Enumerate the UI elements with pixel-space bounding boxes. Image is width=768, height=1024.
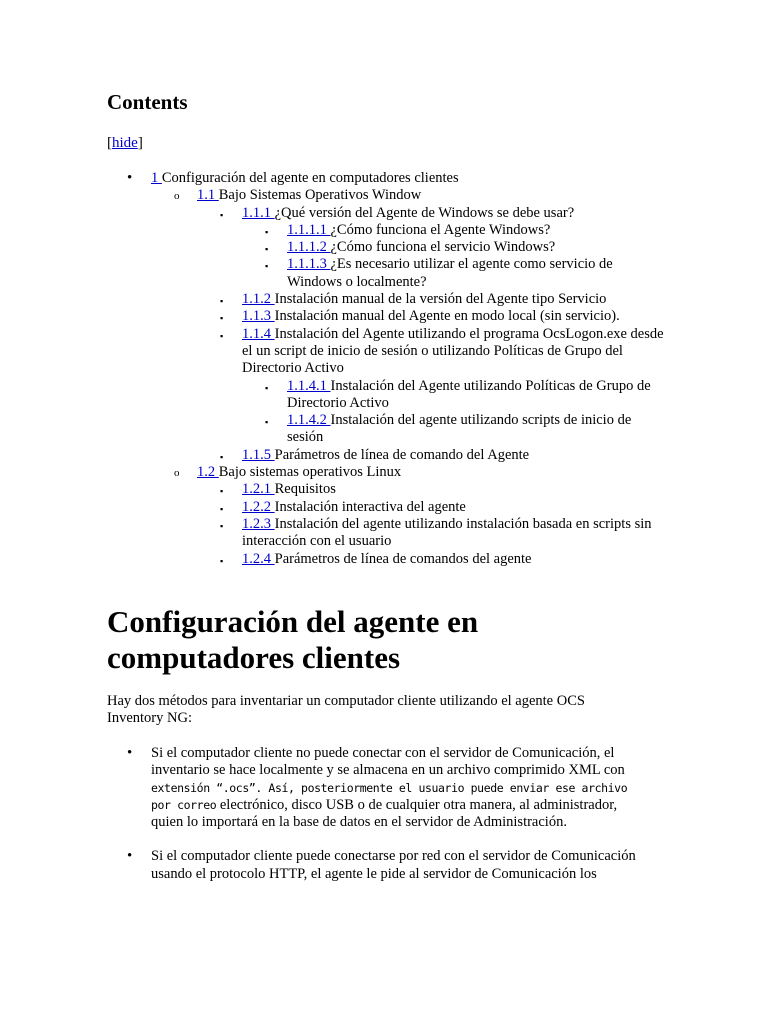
toc-link[interactable]: 1.1.4.1 [287, 377, 331, 394]
toc-text: Requisitos [274, 481, 336, 498]
toc-text: Instalación del Agente utilizando Políticas de Grupo de Directorio Activo [287, 377, 651, 411]
toc-link[interactable]: 1.1 [197, 187, 219, 204]
toc-link[interactable]: 1.1.4 [242, 325, 275, 342]
toc-text: Configuración del agente en computadores clientes [161, 170, 459, 186]
toc-text: Instalación del Agente utilizando el programa OcsLogon.exe desde el un script de inicio de sesión o utilizando Políticas de Grupo del Directorio Activo [242, 325, 664, 377]
toc-item [107, 464, 667, 481]
toc-item [107, 205, 667, 222]
bullet-icon: ▪ [220, 313, 224, 324]
toc-item [107, 412, 667, 447]
item2-text: Si el computador cliente puede conectarse por red con el servidor de Comunicación usando el protocolo HTTP, el agente le pide al servidor de Comunicación los [151, 848, 636, 882]
list-item [107, 745, 652, 831]
toc-link[interactable]: 1.1.4.2 [287, 412, 331, 429]
hide-close-bracket: ] [137, 135, 143, 151]
intro-paragraph: Hay dos métodos para inventariar un computador cliente utilizando el agente OCS Inventory NG: [107, 693, 585, 727]
toc-text: ¿Cómo funciona el servicio Windows? [330, 239, 556, 256]
toc-text: Parámetros de línea de comandos del agente [274, 550, 532, 567]
toc-item [107, 447, 667, 464]
toc-link[interactable]: 1.2.1 [242, 481, 275, 498]
toc-item [107, 551, 667, 568]
toc-link[interactable]: 1 [151, 170, 162, 186]
toc-item [107, 187, 667, 204]
toc-link[interactable]: 1.1.2 [242, 291, 275, 308]
toc-text: Instalación del agente utilizando scripts de inicio de sesión [287, 412, 632, 446]
toc-text: ¿Cómo funciona el Agente Windows? [330, 221, 551, 238]
toc-item [107, 499, 667, 516]
bullet-icon: ▪ [265, 417, 269, 428]
section-heading: Configuración del agente en computadores clientes [107, 604, 479, 675]
table-of-contents [107, 170, 667, 568]
toc-item [107, 326, 667, 378]
toc-link[interactable]: 1.2.4 [242, 550, 275, 567]
toc-item [107, 378, 667, 413]
bullet-icon: ▪ [220, 520, 224, 531]
bullet-icon: • [127, 848, 133, 865]
toc-item [107, 239, 667, 256]
bullet-icon: o [174, 467, 180, 480]
toc-text: Instalación manual de la versión del Agente tipo Servicio [274, 291, 607, 308]
toc-text: Instalación interactiva del agente [274, 498, 466, 515]
toc-text: Bajo sistemas operativos Linux [218, 464, 402, 481]
bullet-icon: ▪ [265, 244, 269, 255]
toc-item [107, 222, 667, 239]
bullet-icon: ▪ [265, 261, 269, 272]
item1-text-mono: extensión “.ocs”. Así, posteriormente el usuario puede enviar ese archivo por correo [151, 780, 628, 812]
bullet-icon: ▪ [220, 503, 224, 514]
bullet-icon: ▪ [220, 209, 224, 220]
toc-item [107, 516, 667, 551]
toc-link[interactable]: 1.1.1 [242, 204, 275, 221]
bullet-icon: ▪ [220, 451, 224, 462]
toc-item [107, 256, 667, 291]
toc-item [107, 291, 667, 308]
bullet-icon: ▪ [220, 486, 224, 497]
toc-link[interactable]: 1.1.1.1 [287, 221, 331, 238]
methods-list [107, 745, 652, 900]
bullet-icon: ▪ [220, 330, 224, 341]
toc-text: Parámetros de línea de comando del Agente [274, 446, 530, 463]
toc-text: ¿Es necesario utilizar el agente como servicio de Windows o localmente? [287, 256, 613, 290]
list-item [107, 848, 652, 883]
toc-item [107, 308, 667, 325]
contents-heading: Contents [107, 90, 188, 114]
toc-text: Instalación manual del Agente en modo local (sin servicio). [274, 308, 620, 325]
item1-text-b: electrónico, disco USB o de cualquier otra manera, al administrador, quien lo importará en la base de datos en el servidor de Administración. [151, 796, 618, 831]
toc-text: Bajo Sistemas Operativos Window [218, 187, 422, 204]
bullet-icon: • [127, 745, 133, 761]
toc-link[interactable]: 1.1.1.3 [287, 256, 331, 273]
toc-text: ¿Qué versión del Agente de Windows se debe usar? [274, 204, 575, 221]
hide-link[interactable]: hide [112, 135, 138, 151]
bullet-icon: ▪ [265, 382, 269, 393]
toc-text: Instalación del agente utilizando instalación basada en scripts sin interacción con el usuario [242, 515, 652, 550]
toc-link[interactable]: 1.1.3 [242, 308, 275, 325]
bullet-icon: • [127, 170, 133, 186]
bullet-icon: o [174, 190, 180, 203]
hide-toggle-line [107, 135, 143, 152]
toc-item [107, 170, 667, 187]
bullet-icon: ▪ [220, 296, 224, 307]
toc-link[interactable]: 1.1.5 [242, 446, 275, 463]
toc-link[interactable]: 1.1.1.2 [287, 239, 331, 256]
bullet-icon: ▪ [265, 226, 269, 237]
hide-open-bracket: [ [107, 135, 112, 151]
toc-link[interactable]: 1.2.2 [242, 498, 275, 515]
item1-text-a: Si el computador cliente no puede conectar con el servidor de Comunicación, el inventario se hace localmente y se almacena en un archivo comprimido XML con [151, 745, 625, 779]
toc-link[interactable]: 1.2.3 [242, 515, 275, 532]
toc-link[interactable]: 1.2 [197, 464, 219, 481]
bullet-icon: ▪ [220, 555, 224, 566]
toc-item [107, 481, 667, 498]
